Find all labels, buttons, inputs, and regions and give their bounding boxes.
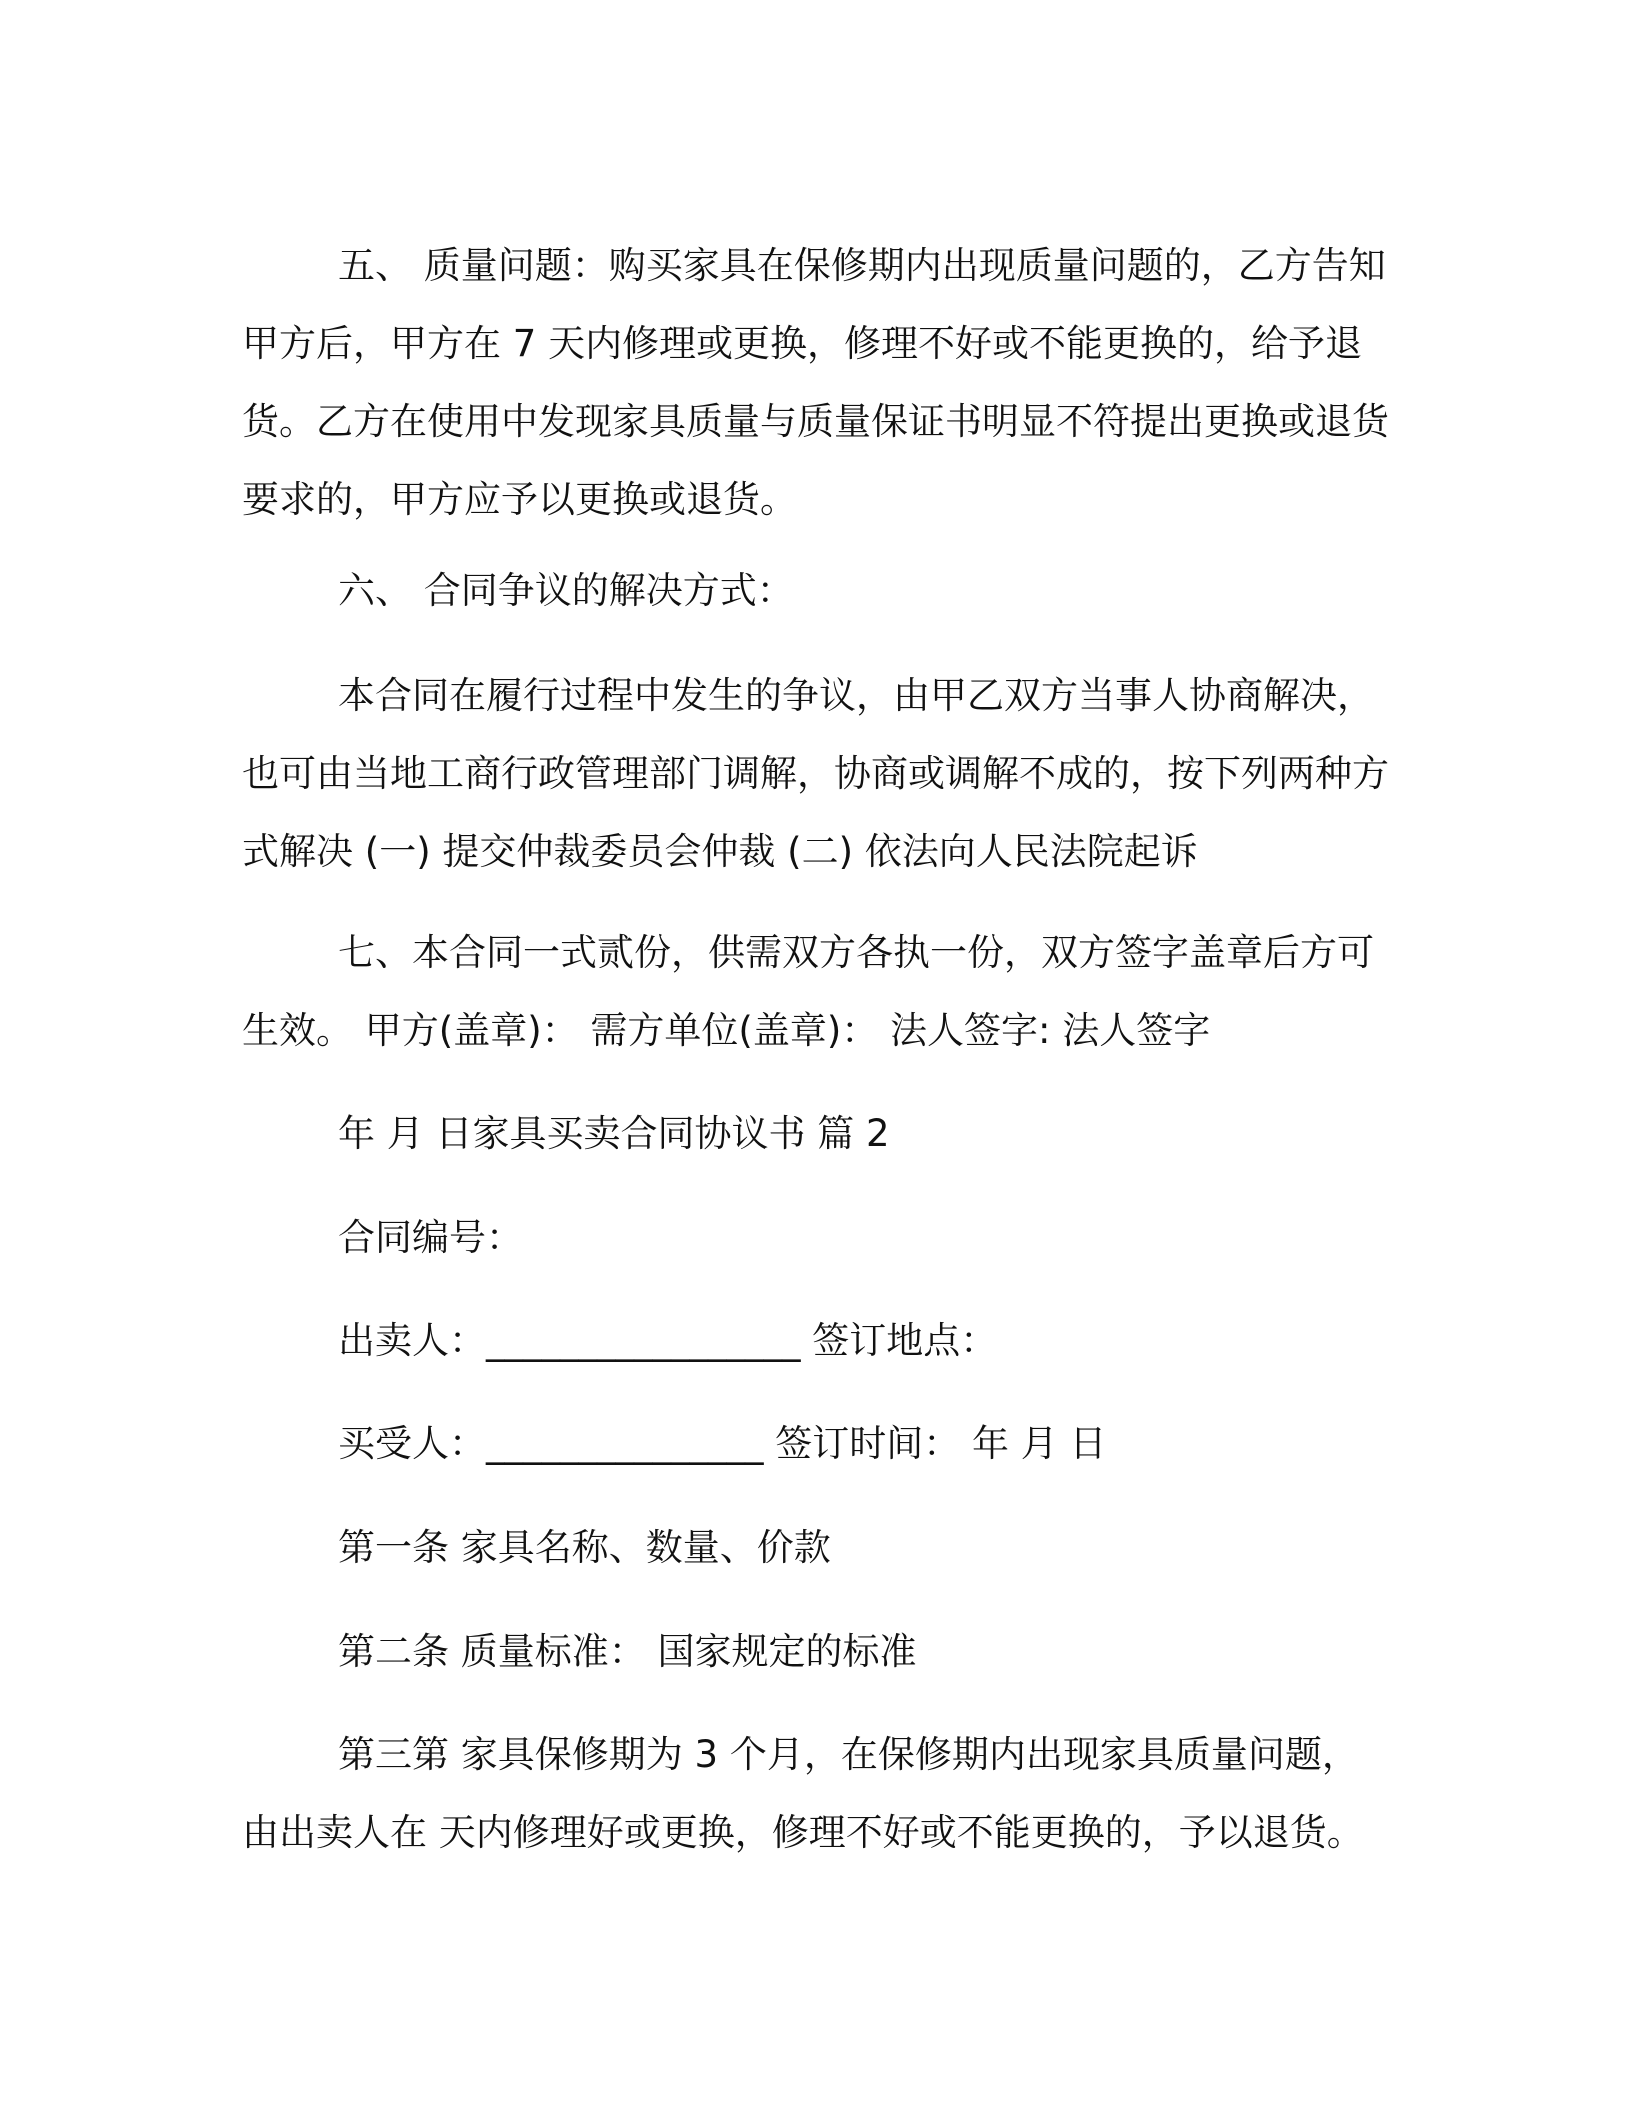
contract-number-field: 合同编号：	[338, 1216, 523, 1259]
clause-six-heading: 六、 合同争议的解决方式：	[338, 569, 794, 612]
clause-five-quality: 五、 质量问题：购买家具在保修期内出现质量问题的，乙方告知甲方后，甲方在 7 天内修理或更换，修理不好或不能更换的，给予退货。乙方在使用中发现家具质量与质量保证书明显不符提出更换或退货要求的，甲方应予以更换或退货。	[242, 244, 1389, 521]
article-two: 第二条 质量标准： 国家规定的标准	[338, 1630, 917, 1673]
article-one: 第一条 家具名称、数量、价款	[338, 1526, 831, 1569]
dispute-resolution-text: 本合同在履行过程中发生的争议，由甲乙双方当事人协商解决，也可由当地工商行政管理部门调解，协商或调解不成的，按下列两种方式解决 (一) 提交仲裁委员会仲裁 (二) 依法向人民法院起诉	[242, 674, 1389, 873]
clause-seven-signatures: 七、本合同一式贰份，供需双方各执一份，双方签字盖章后方可生效。 甲方(盖章)： 需方单位(盖章)： 法人签字: 法人签字	[242, 931, 1374, 1052]
article-three: 第三第 家具保修期为 3 个月，在保修期内出现家具质量问题，由出卖人在 天内修理好或更换，修理不好或不能更换的，予以退货。	[242, 1733, 1364, 1854]
buyer-and-signing-time: 买受人：_______________ 签订时间： 年 月 日	[338, 1422, 1107, 1465]
seller-and-signing-place: 出卖人：_________________ 签订地点：	[338, 1319, 998, 1362]
date-and-agreement-title: 年 月 日家具买卖合同协议书 篇 2	[338, 1112, 890, 1155]
